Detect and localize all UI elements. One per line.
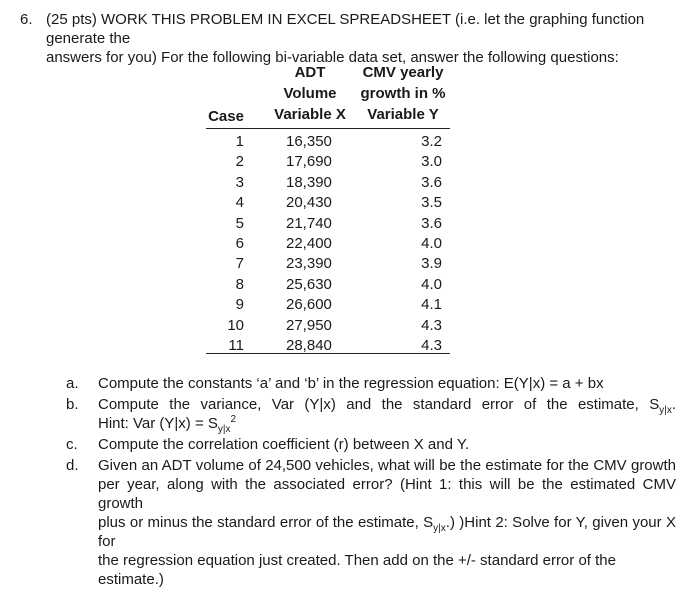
variable-x-header (264, 62, 356, 125)
header-line: growth in % (360, 85, 446, 102)
variable-y-cell: 3.5 (421, 194, 442, 212)
table-row (200, 132, 460, 152)
question-label: b. (66, 396, 79, 413)
problem-heading (20, 10, 690, 67)
variable-x-cell: 26,600 (286, 296, 332, 314)
variable-x-cell: 18,390 (286, 173, 332, 191)
question-b (66, 395, 676, 433)
question-label: d. (66, 457, 79, 474)
case-cell: 10 (227, 316, 244, 334)
case-header: Case (208, 108, 244, 125)
header-rule (206, 128, 450, 129)
case-cell: 7 (235, 255, 244, 273)
variable-x-cell: 22,400 (286, 234, 332, 252)
question-text: Compute the constants ‘a’ and ‘b’ in the regression equation: E(Y|x) = a + bx (98, 375, 604, 392)
question-label: c. (66, 436, 78, 453)
table-body (200, 132, 460, 356)
case-cell: 8 (235, 275, 244, 293)
case-cell: 3 (235, 173, 244, 191)
table-row (200, 234, 460, 254)
case-cell: 2 (235, 153, 244, 171)
case-cell: 1 (235, 133, 244, 150)
variable-y-cell: 3.6 (421, 173, 442, 191)
question-text: per year, along with the associated error? (Hint 1: this will be the estimated CMV growth (98, 476, 676, 512)
variable-x-cell: 16,350 (286, 133, 332, 150)
case-cell: 11 (228, 336, 244, 354)
variable-x-cell: 21,740 (286, 214, 332, 232)
variable-y-cell: 4.0 (421, 275, 442, 293)
question-list (66, 374, 676, 591)
variable-y-cell: 3.9 (421, 255, 442, 273)
table-row (200, 193, 460, 213)
question-text: plus or minus the standard error of the estimate, $S_{y|x}$.) )Hint 2: Solve for Y, given your X for (98, 514, 676, 550)
variable-y-cell: 4.0 (421, 234, 442, 252)
table-row (200, 275, 460, 295)
header-line: CMV yearly (362, 64, 444, 81)
question-hint: Hint: Var $(Y|x) = S_{y|x}^2$ (98, 414, 237, 435)
variable-x-cell: 25,630 (286, 275, 332, 293)
question-text: Compute the correlation coefficient (r) between X and Y. (98, 436, 470, 453)
case-cell: 9 (235, 296, 244, 314)
problem-line-2: answers for you) For the following bi-variable data set, answer the following questions: (46, 49, 619, 66)
problem-number: 6. (20, 11, 33, 28)
variable-y-cell: 3.6 (421, 214, 442, 232)
variable-y-cell: 4.1 (421, 296, 442, 314)
problem-line-1: (25 pts) WORK THIS PROBLEM IN EXCEL SPREADSHEET (i.e. let the graphing function generate the (46, 11, 645, 47)
bottom-rule (206, 353, 450, 354)
table-row (200, 316, 460, 336)
question-text: the regression equation just created. Then add on the +/- standard error of the estimate.) (98, 552, 616, 588)
table-row (200, 214, 460, 234)
table-row (200, 152, 460, 172)
variable-x-cell: 20,430 (286, 194, 332, 212)
problem-text (46, 10, 690, 67)
variable-y-cell: 4.3 (421, 316, 442, 334)
question-label: a. (66, 375, 79, 392)
case-cell: 6 (235, 234, 244, 252)
header-line: Volume (283, 85, 337, 102)
variable-y-cell: 4.3 (421, 336, 442, 354)
variable-x-cell: 17,690 (286, 153, 332, 171)
question-c (66, 435, 676, 454)
case-cell: 4 (235, 194, 244, 212)
variable-y-cell: 3.0 (421, 153, 442, 171)
question-text: Given an ADT volume of 24,500 vehicles, what will be the estimate for the CMV growth (98, 457, 676, 474)
table-row (200, 254, 460, 274)
header-line: Variable X (274, 106, 346, 123)
question-text: Compute the variance, Var (Y|x) and the standard error of the estimate, $S_{y|x}$. (98, 396, 676, 416)
variable-y-cell: 3.2 (421, 133, 442, 150)
question-a (66, 374, 676, 393)
header-line: Variable Y (367, 106, 439, 123)
table-row (200, 173, 460, 193)
variable-x-cell: 28,840 (286, 336, 332, 354)
variable-x-cell: 23,390 (286, 255, 332, 273)
variable-y-header (358, 62, 448, 125)
variable-x-cell: 27,950 (286, 316, 332, 334)
question-d (66, 456, 676, 589)
case-cell: 5 (235, 214, 244, 232)
header-line: ADT (294, 64, 326, 81)
table-row (200, 295, 460, 315)
